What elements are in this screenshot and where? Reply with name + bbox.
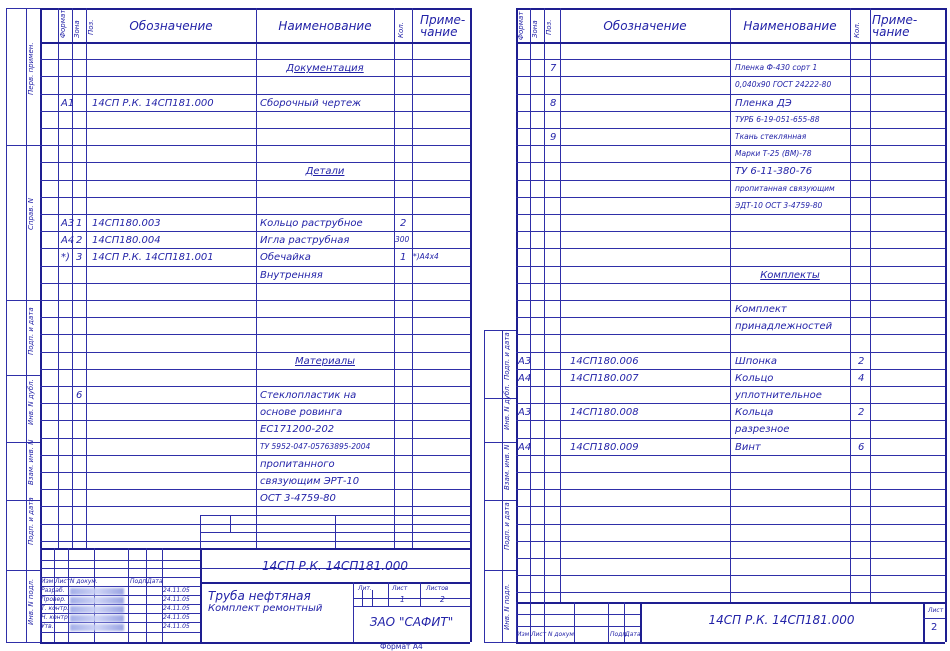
header-zone: Зона [73, 20, 81, 38]
column-line [870, 8, 871, 602]
row-line [40, 145, 470, 146]
cell-qty: 2 [858, 407, 865, 418]
cell-designation: 14СП180.009 [570, 442, 639, 453]
side-strip-divider [6, 375, 40, 376]
cell-qty: 1 [400, 252, 407, 263]
row-line [40, 438, 470, 439]
cell-name: Внутренняя [260, 270, 323, 281]
cell-name: Винт [735, 442, 761, 453]
title-col [362, 590, 363, 606]
row-line [516, 369, 945, 370]
cell-format: A4 [518, 442, 532, 453]
row-line [40, 283, 470, 284]
row-line [40, 197, 470, 198]
redacted-name [70, 597, 124, 604]
cell-name: ТУ 5952-047-05763895-2004 [260, 442, 371, 451]
row-line [516, 76, 945, 77]
row-line [516, 266, 945, 267]
cell-pos: 8 [550, 98, 557, 109]
cell-format: A3 [518, 356, 532, 367]
side-label: Подп. и дата [503, 502, 511, 550]
title-row [923, 618, 945, 619]
side-label: Подп. и дата [27, 497, 35, 545]
sheets-value: 2 [440, 595, 445, 604]
frame-right [470, 8, 472, 642]
row-line [516, 94, 945, 95]
revision-role: Т. контр. [41, 605, 69, 612]
cell-name: ОСТ 3-4759-80 [260, 493, 336, 504]
header-format: Формат [517, 11, 525, 40]
column-line [850, 8, 851, 602]
row-line [516, 283, 945, 284]
sheets-label: Листов [426, 585, 449, 592]
header-qty: Кол. [853, 22, 861, 38]
title-doc-code: 14СП Р.К. 14СП181.000 [708, 613, 855, 627]
title-block-top [40, 548, 470, 550]
side-label: Инв. N подл. [27, 578, 35, 625]
row-line [40, 111, 470, 112]
revision-row [40, 568, 200, 569]
header-designation: Обозначение [603, 19, 687, 33]
row-line [516, 575, 945, 576]
side-strip-divider [6, 8, 40, 9]
row-line [40, 455, 470, 456]
section-title: Документация [286, 63, 364, 74]
header-name: Наименование [278, 19, 372, 33]
section-title: Материалы [295, 356, 355, 367]
cell-name: Пленка ДЭ [735, 98, 792, 109]
cell-name: 0,040х90 ГОСТ 24222-80 [735, 80, 832, 89]
sheet-2 [478, 0, 950, 650]
cell-name: Стеклопластик на [260, 390, 357, 401]
margin-line [484, 330, 485, 642]
sheet-1 [0, 0, 475, 650]
row-line [40, 214, 470, 215]
sheet-value: 1 [400, 595, 405, 604]
revision-date: 24.11.05 [163, 614, 190, 621]
row-line [516, 420, 945, 421]
section-title: Детали [305, 166, 345, 177]
cell-pos: 6 [76, 390, 83, 401]
cell-name: пропитанного [260, 459, 335, 470]
row-line [40, 472, 470, 473]
header-qty: Кол. [397, 22, 405, 38]
row-line [40, 266, 470, 267]
cell-name: ЕС171200-202 [260, 424, 335, 435]
cell-qty: 4 [858, 373, 865, 384]
row-line [40, 180, 470, 181]
side-label: Взам. инв. N [503, 444, 511, 490]
header-name: Наименование [743, 19, 837, 33]
header-designation: Обозначение [129, 19, 213, 33]
row-line [516, 506, 945, 507]
revision-header: N докум. [548, 631, 576, 638]
cell-qty: 6 [858, 442, 865, 453]
margin-line [6, 8, 7, 642]
row-line [516, 248, 945, 249]
cell-name: Сборочный чертеж [260, 98, 362, 109]
header-zone: Зона [531, 20, 539, 38]
column-line [58, 8, 59, 548]
title-col [353, 582, 354, 642]
frame-left [516, 8, 518, 642]
row-line [516, 541, 945, 542]
header-pos: Поз. [545, 19, 553, 35]
column-line [256, 8, 257, 548]
sheet-2-canvas [478, 0, 950, 650]
side-label: Инв. N подл. [503, 583, 511, 630]
row-line [516, 403, 945, 404]
row-line [516, 128, 945, 129]
column-line [544, 8, 545, 602]
cell-format: A4 [61, 235, 75, 246]
cell-name: Кольца [735, 407, 774, 418]
redacted-name [70, 615, 124, 622]
cell-name: Кольцо [735, 373, 774, 384]
cell-format: A1 [61, 98, 75, 109]
side-label: Инв. N дубл. [27, 379, 35, 425]
column-line [560, 8, 561, 602]
side-strip-divider [6, 300, 40, 301]
revision-header: Подп. [610, 631, 629, 638]
cell-note: *)А4х4 [413, 252, 439, 261]
revision-header: Лист [55, 578, 71, 585]
cell-pos: 1 [76, 218, 83, 229]
cell-qty: 2 [400, 218, 407, 229]
frame-bottom [516, 642, 945, 644]
row-line [40, 334, 470, 335]
column-line [730, 8, 731, 602]
header-note: Приме- [420, 13, 466, 27]
revision-row [516, 614, 640, 615]
revision-date: 24.11.05 [163, 596, 190, 603]
section-title: Комплекты [760, 270, 820, 281]
row-line [516, 352, 945, 353]
row-line [516, 524, 945, 525]
redacted-name [70, 588, 124, 595]
cell-name: Комплект [735, 304, 787, 315]
redacted-name [70, 624, 124, 631]
title-doc-code: 14СП Р.К. 14СП181.000 [262, 559, 408, 573]
revision-date: 24.11.05 [163, 623, 190, 630]
cell-designation: 14СП180.008 [570, 407, 639, 418]
revision-header: Дата [625, 631, 641, 638]
product-name-line2: Комплект ремонтный [208, 603, 323, 614]
sheet-1-canvas [0, 0, 475, 650]
row-line [40, 524, 470, 525]
side-strip-divider [6, 642, 40, 643]
revision-row [40, 560, 200, 561]
cell-name: Марки Т-25 (ВМ)-78 [735, 149, 812, 158]
revision-header: Подп. [130, 578, 149, 585]
cell-designation: 14СП180.006 [570, 356, 639, 367]
sheet-label: Лист [928, 607, 944, 614]
cell-format: A3 [518, 407, 532, 418]
side-label: Подп. и дата [503, 332, 511, 380]
frame-right [945, 8, 947, 642]
row-line [40, 352, 470, 353]
cell-name: ЭДТ-10 ОСТ 3-4759-80 [735, 201, 823, 210]
row-line [40, 506, 470, 507]
company-name: ЗАО "САФИТ" [369, 615, 454, 629]
row-line [40, 317, 470, 318]
cell-name: Кольцо раструбное [260, 218, 363, 229]
row-line [516, 162, 945, 163]
title-block-divider [923, 602, 925, 642]
header-pos: Поз. [87, 19, 95, 35]
revision-header: Изм [41, 578, 54, 585]
cell-name: основе ровинга [260, 407, 343, 418]
revision-header: Изм [517, 631, 530, 638]
revision-header: Лист [531, 631, 547, 638]
cell-qty: 2 [858, 356, 865, 367]
cell-designation: 14СП180.003 [92, 218, 161, 229]
row-line [516, 592, 945, 593]
row-line [40, 369, 470, 370]
cell-name: разрезное [735, 424, 790, 435]
row-line [516, 438, 945, 439]
cell-format: A3 [61, 218, 75, 229]
title-block-top [516, 602, 945, 604]
cell-name: пропитанная связующим [735, 184, 835, 193]
row-line [516, 489, 945, 490]
row-line [516, 334, 945, 335]
cell-name: ТУ 6-11-380-76 [735, 166, 813, 177]
cell-name: ТУРБ 6-19-051-655-88 [735, 115, 820, 124]
revision-col [608, 602, 609, 642]
column-line [530, 8, 531, 602]
row-line [40, 59, 470, 60]
row-line [40, 541, 470, 542]
sheet-value: 2 [931, 622, 938, 633]
row-line [516, 386, 945, 387]
row-line [516, 558, 945, 559]
row-line [516, 472, 945, 473]
row-line [516, 59, 945, 60]
side-strip-divider [484, 500, 516, 501]
row-line [516, 197, 945, 198]
row-line [40, 128, 470, 129]
title-row [200, 532, 470, 533]
header-note: Приме- [872, 13, 918, 27]
title-col [372, 590, 373, 606]
side-label: Подп. и дата [27, 307, 35, 355]
cell-pos: 7 [550, 63, 557, 74]
column-line [394, 8, 395, 548]
side-strip-divider [484, 570, 516, 571]
row-line [40, 300, 470, 301]
side-strip-divider [6, 570, 40, 571]
side-label: Перв. примен. [27, 42, 35, 95]
revision-row [40, 632, 200, 633]
side-strip-divider [484, 330, 516, 331]
header-note: чание [872, 25, 910, 39]
revision-role: Разраб. [41, 587, 65, 594]
row-line [516, 180, 945, 181]
cell-name: уплотнительное [735, 390, 822, 401]
side-strip-divider [484, 642, 516, 643]
row-line [40, 248, 470, 249]
row-line [40, 76, 470, 77]
cell-name: принадлежностей [735, 321, 833, 332]
cell-name: Игла раструбная [260, 235, 350, 246]
revision-role: Утв. [41, 623, 54, 630]
cell-format: *) [61, 252, 70, 263]
column-line [86, 8, 87, 548]
cell-qty: 300 [395, 235, 410, 244]
cell-format: A4 [518, 373, 532, 384]
row-line [516, 111, 945, 112]
side-strip-divider [484, 442, 516, 443]
revision-date: 24.11.05 [163, 587, 190, 594]
row-line [40, 386, 470, 387]
cell-name: Обечайка [260, 252, 311, 263]
row-line [40, 231, 470, 232]
header-format: Формат [59, 9, 67, 38]
frame-left [40, 8, 42, 642]
column-line [412, 8, 413, 548]
side-strip-divider [6, 145, 40, 146]
title-col [388, 582, 389, 606]
title-row-bold [200, 582, 470, 584]
row-line [516, 455, 945, 456]
revision-row [516, 626, 640, 627]
cell-designation: 14СП180.007 [570, 373, 639, 384]
lit-label: Лит. [358, 585, 372, 592]
header-bottom [40, 42, 470, 44]
revision-header: N докум. [70, 578, 98, 585]
side-label: Справ. N [27, 197, 35, 230]
title-row [353, 598, 470, 599]
cell-name: Шпонка [735, 356, 778, 367]
cell-designation: 14СП Р.К. 14СП181.000 [92, 98, 214, 109]
revision-date: 24.11.05 [163, 605, 190, 612]
title-col [230, 515, 231, 532]
header-note: чание [420, 25, 458, 39]
cell-name: Ткань стеклянная [735, 132, 807, 141]
revision-role: Провер. [41, 596, 66, 603]
revision-role: Н. контр. [41, 614, 70, 621]
title-row [200, 515, 470, 516]
row-line [40, 489, 470, 490]
format-label: Формат А4 [380, 642, 423, 651]
cell-designation: 14СП Р.К. 14СП181.001 [92, 252, 214, 263]
row-line [516, 300, 945, 301]
redacted-name [70, 606, 124, 613]
row-line [516, 145, 945, 146]
cell-pos: 9 [550, 132, 557, 143]
cell-name: Пленка Ф-430 сорт 1 [735, 63, 818, 72]
cell-designation: 14СП180.004 [92, 235, 161, 246]
side-strip-divider [484, 398, 516, 399]
row-line [40, 403, 470, 404]
side-label: Инв. N дубл. [503, 384, 511, 430]
column-line [72, 8, 73, 548]
side-label: Взам. инв. N [27, 439, 35, 485]
frame-top [40, 8, 470, 10]
row-line [516, 231, 945, 232]
cell-pos: 3 [76, 252, 83, 263]
product-name-line1: Труба нефтяная [208, 589, 311, 603]
row-line [40, 162, 470, 163]
title-row [353, 606, 470, 607]
sheet-label: Лист [392, 585, 408, 592]
row-line [516, 317, 945, 318]
cell-name: связующим ЭРТ-10 [260, 476, 360, 487]
header-bottom [516, 42, 945, 44]
cell-pos: 2 [76, 235, 83, 246]
row-line [40, 420, 470, 421]
row-line [516, 214, 945, 215]
row-line [40, 94, 470, 95]
title-col [420, 582, 421, 606]
revision-header: Дата [147, 578, 163, 585]
